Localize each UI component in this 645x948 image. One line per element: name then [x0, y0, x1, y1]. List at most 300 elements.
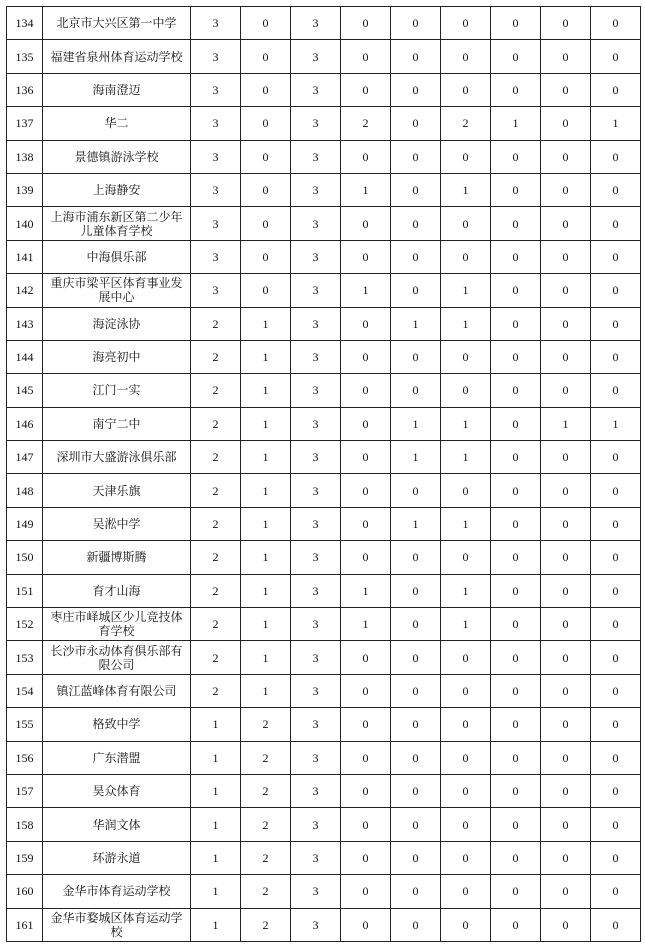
stat-cell: 1	[441, 173, 491, 206]
stat-cell: 3	[291, 374, 341, 407]
stat-cell: 0	[591, 841, 641, 874]
stat-cell: 0	[591, 340, 641, 373]
stat-cell: 0	[541, 73, 591, 106]
stat-cell: 0	[591, 307, 641, 340]
table-row	[7, 608, 641, 641]
table-row	[7, 507, 641, 540]
stat-cell: 0	[541, 541, 591, 574]
stat-cell: 0	[441, 674, 491, 707]
stat-cell: 2	[191, 441, 241, 474]
stat-cell: 0	[541, 173, 591, 206]
stat-cell: 0	[491, 774, 541, 807]
stat-cell: 0	[491, 407, 541, 440]
team-name: 环游永道	[43, 841, 191, 874]
table-row	[7, 140, 641, 173]
stat-cell: 0	[541, 875, 591, 908]
stat-cell: 0	[591, 708, 641, 741]
stat-cell: 3	[191, 240, 241, 273]
stat-cell: 0	[491, 73, 541, 106]
stat-cell: 0	[391, 140, 441, 173]
stat-cell: 0	[391, 608, 441, 641]
stat-cell: 1	[341, 173, 391, 206]
stat-cell: 0	[441, 908, 491, 941]
stat-cell: 1	[191, 774, 241, 807]
stat-cell: 0	[391, 774, 441, 807]
row-index: 137	[7, 107, 43, 140]
stat-cell: 0	[391, 574, 441, 607]
stat-cell: 0	[341, 741, 391, 774]
stat-cell: 0	[391, 73, 441, 106]
stat-cell: 3	[291, 841, 341, 874]
stat-cell: 3	[291, 875, 341, 908]
team-name: 上海静安	[43, 173, 191, 206]
stat-cell: 0	[541, 507, 591, 540]
team-name: 海淀泳协	[43, 307, 191, 340]
table-body	[7, 7, 641, 942]
stat-cell: 3	[291, 140, 341, 173]
stat-cell: 0	[341, 541, 391, 574]
stat-cell: 0	[591, 774, 641, 807]
stat-cell: 0	[441, 541, 491, 574]
team-name: 广东潜盟	[43, 741, 191, 774]
stat-cell: 0	[441, 40, 491, 73]
stat-cell: 1	[341, 608, 391, 641]
stat-cell: 1	[441, 574, 491, 607]
stat-cell: 0	[591, 173, 641, 206]
stat-cell: 2	[191, 608, 241, 641]
stat-cell: 0	[341, 674, 391, 707]
stat-cell: 0	[541, 40, 591, 73]
stat-cell: 0	[491, 741, 541, 774]
stat-cell: 0	[491, 574, 541, 607]
stat-cell: 0	[591, 908, 641, 941]
row-index: 155	[7, 708, 43, 741]
stat-cell: 0	[591, 274, 641, 307]
stat-cell: 0	[441, 708, 491, 741]
stat-cell: 0	[491, 240, 541, 273]
team-name: 新疆博斯腾	[43, 541, 191, 574]
stat-cell: 0	[591, 574, 641, 607]
stat-cell: 1	[441, 507, 491, 540]
stat-cell: 0	[441, 7, 491, 40]
team-name: 格致中学	[43, 708, 191, 741]
stat-cell: 0	[491, 307, 541, 340]
stat-cell: 1	[441, 407, 491, 440]
stat-cell: 0	[441, 741, 491, 774]
row-index: 143	[7, 307, 43, 340]
stat-cell: 0	[341, 875, 391, 908]
stat-cell: 0	[341, 7, 391, 40]
stat-cell: 3	[291, 73, 341, 106]
stat-cell: 3	[291, 173, 341, 206]
stat-cell: 2	[341, 107, 391, 140]
team-name: 长沙市永动体育俱乐部有限公司	[43, 641, 191, 674]
stat-cell: 0	[541, 908, 591, 941]
stat-cell: 1	[241, 641, 291, 674]
stat-cell: 1	[591, 407, 641, 440]
stat-cell: 1	[191, 741, 241, 774]
stat-cell: 1	[241, 340, 291, 373]
row-index: 146	[7, 407, 43, 440]
stat-cell: 3	[291, 774, 341, 807]
stat-cell: 2	[191, 474, 241, 507]
stat-cell: 0	[391, 173, 441, 206]
stat-cell: 0	[491, 340, 541, 373]
stat-cell: 3	[191, 7, 241, 40]
stat-cell: 0	[391, 340, 441, 373]
stat-cell: 3	[291, 107, 341, 140]
table-row	[7, 641, 641, 674]
row-index: 134	[7, 7, 43, 40]
stat-cell: 0	[341, 708, 391, 741]
stat-cell: 0	[591, 808, 641, 841]
team-name: 金华市婺城区体育运动学校	[43, 908, 191, 941]
row-index: 141	[7, 240, 43, 273]
table-row	[7, 708, 641, 741]
table-row	[7, 808, 641, 841]
row-index: 160	[7, 875, 43, 908]
stat-cell: 0	[491, 274, 541, 307]
stat-cell: 1	[341, 274, 391, 307]
stat-cell: 3	[291, 674, 341, 707]
stat-cell: 3	[191, 140, 241, 173]
stat-cell: 3	[291, 340, 341, 373]
stat-cell: 0	[541, 774, 591, 807]
table-row	[7, 240, 641, 273]
stat-cell: 0	[491, 441, 541, 474]
stat-cell: 2	[191, 374, 241, 407]
row-index: 144	[7, 340, 43, 373]
stat-cell: 2	[191, 407, 241, 440]
stat-cell: 0	[541, 841, 591, 874]
stat-cell: 3	[291, 407, 341, 440]
stat-cell: 0	[341, 140, 391, 173]
stat-cell: 3	[291, 207, 341, 240]
stat-cell: 0	[341, 441, 391, 474]
row-index: 152	[7, 608, 43, 641]
stat-cell: 0	[491, 474, 541, 507]
row-index: 147	[7, 441, 43, 474]
stat-cell: 0	[491, 507, 541, 540]
stat-cell: 1	[441, 441, 491, 474]
stat-cell: 3	[291, 507, 341, 540]
row-index: 149	[7, 507, 43, 540]
stat-cell: 0	[241, 274, 291, 307]
team-name: 天津乐旗	[43, 474, 191, 507]
stat-cell: 1	[491, 107, 541, 140]
stat-cell: 0	[341, 207, 391, 240]
stat-cell: 3	[291, 541, 341, 574]
stat-cell: 0	[541, 374, 591, 407]
stat-cell: 0	[441, 474, 491, 507]
stat-cell: 0	[341, 240, 391, 273]
stat-cell: 2	[191, 507, 241, 540]
stat-cell: 2	[241, 875, 291, 908]
stat-cell: 0	[591, 875, 641, 908]
stat-cell: 1	[241, 307, 291, 340]
stat-cell: 3	[191, 73, 241, 106]
stat-cell: 0	[541, 474, 591, 507]
row-index: 142	[7, 274, 43, 307]
stat-cell: 3	[291, 641, 341, 674]
stat-cell: 0	[341, 507, 391, 540]
stat-cell: 0	[491, 708, 541, 741]
stat-cell: 0	[541, 441, 591, 474]
stat-cell: 3	[291, 908, 341, 941]
stat-cell: 0	[391, 207, 441, 240]
stat-cell: 0	[491, 808, 541, 841]
team-name: 昊众体育	[43, 774, 191, 807]
team-name: 枣庄市峄城区少儿竞技体育学校	[43, 608, 191, 641]
stat-cell: 0	[541, 307, 591, 340]
stat-cell: 0	[591, 7, 641, 40]
stat-cell: 0	[391, 541, 441, 574]
stat-cell: 0	[391, 841, 441, 874]
stat-cell: 0	[441, 641, 491, 674]
stat-cell: 0	[491, 641, 541, 674]
team-name: 育才山海	[43, 574, 191, 607]
stat-cell: 0	[491, 875, 541, 908]
team-name: 深圳市大盛游泳俱乐部	[43, 441, 191, 474]
row-index: 153	[7, 641, 43, 674]
stat-cell: 0	[491, 173, 541, 206]
stat-cell: 2	[441, 107, 491, 140]
stat-cell: 2	[191, 340, 241, 373]
table-row	[7, 207, 641, 240]
stat-cell: 2	[191, 641, 241, 674]
stat-cell: 0	[491, 7, 541, 40]
stat-cell: 2	[241, 908, 291, 941]
stat-cell: 0	[341, 641, 391, 674]
stat-cell: 0	[541, 7, 591, 40]
table-row	[7, 908, 641, 941]
stat-cell: 0	[341, 774, 391, 807]
stat-cell: 0	[391, 674, 441, 707]
stat-cell: 1	[191, 708, 241, 741]
stat-cell: 0	[341, 908, 391, 941]
stat-cell: 0	[441, 808, 491, 841]
stat-cell: 0	[541, 808, 591, 841]
stat-cell: 3	[291, 307, 341, 340]
stat-cell: 0	[541, 140, 591, 173]
stat-cell: 0	[391, 40, 441, 73]
stat-cell: 0	[341, 40, 391, 73]
stat-cell: 0	[491, 674, 541, 707]
row-index: 140	[7, 207, 43, 240]
stat-cell: 0	[391, 7, 441, 40]
stat-cell: 0	[591, 240, 641, 273]
stat-cell: 2	[191, 541, 241, 574]
table-row	[7, 340, 641, 373]
stat-cell: 1	[241, 608, 291, 641]
row-index: 157	[7, 774, 43, 807]
stat-cell: 0	[341, 374, 391, 407]
team-name: 景德镇游泳学校	[43, 140, 191, 173]
stat-cell: 1	[441, 307, 491, 340]
stat-cell: 3	[191, 207, 241, 240]
stat-cell: 0	[241, 207, 291, 240]
stat-cell: 0	[241, 73, 291, 106]
table-row	[7, 374, 641, 407]
stat-cell: 0	[491, 841, 541, 874]
stat-cell: 3	[291, 7, 341, 40]
stat-cell: 0	[441, 340, 491, 373]
stat-cell: 3	[191, 274, 241, 307]
stat-cell: 0	[591, 441, 641, 474]
stat-cell: 0	[491, 608, 541, 641]
stat-cell: 2	[241, 774, 291, 807]
team-name: 华润文体	[43, 808, 191, 841]
stat-cell: 0	[591, 674, 641, 707]
stat-cell: 0	[541, 674, 591, 707]
stat-cell: 3	[191, 40, 241, 73]
table-row	[7, 541, 641, 574]
stat-cell: 3	[291, 474, 341, 507]
stat-cell: 3	[291, 708, 341, 741]
results-table	[6, 6, 641, 942]
row-index: 135	[7, 40, 43, 73]
table-row	[7, 274, 641, 307]
stat-cell: 2	[191, 574, 241, 607]
stat-cell: 2	[191, 674, 241, 707]
stat-cell: 0	[241, 7, 291, 40]
stat-cell: 0	[441, 240, 491, 273]
stat-cell: 1	[391, 307, 441, 340]
stat-cell: 1	[241, 541, 291, 574]
table-row	[7, 173, 641, 206]
stat-cell: 1	[191, 908, 241, 941]
stat-cell: 1	[441, 274, 491, 307]
table-row	[7, 674, 641, 707]
stat-cell: 2	[241, 808, 291, 841]
row-index: 138	[7, 140, 43, 173]
team-name: 福建省泉州体育运动学校	[43, 40, 191, 73]
stat-cell: 0	[391, 374, 441, 407]
stat-cell: 0	[241, 140, 291, 173]
stat-cell: 0	[591, 608, 641, 641]
table-row	[7, 7, 641, 40]
stat-cell: 3	[291, 574, 341, 607]
stat-cell: 0	[241, 240, 291, 273]
stat-cell: 1	[241, 507, 291, 540]
stat-cell: 0	[391, 908, 441, 941]
stat-cell: 1	[591, 107, 641, 140]
stat-cell: 1	[391, 441, 441, 474]
stat-cell: 0	[441, 207, 491, 240]
stat-cell: 3	[291, 40, 341, 73]
stat-cell: 0	[541, 741, 591, 774]
stat-cell: 1	[541, 407, 591, 440]
stat-cell: 0	[591, 207, 641, 240]
stat-cell: 3	[291, 608, 341, 641]
stat-cell: 0	[541, 107, 591, 140]
stat-cell: 0	[541, 340, 591, 373]
table-row	[7, 40, 641, 73]
stat-cell: 0	[341, 808, 391, 841]
stat-cell: 0	[341, 407, 391, 440]
stat-cell: 0	[541, 608, 591, 641]
stat-cell: 0	[441, 374, 491, 407]
stat-cell: 0	[441, 841, 491, 874]
stat-cell: 0	[541, 708, 591, 741]
team-name: 吴淞中学	[43, 507, 191, 540]
stat-cell: 1	[241, 407, 291, 440]
team-name: 金华市体育运动学校	[43, 875, 191, 908]
row-index: 145	[7, 374, 43, 407]
stat-cell: 0	[541, 641, 591, 674]
stat-cell: 0	[491, 541, 541, 574]
table-row	[7, 741, 641, 774]
stat-cell: 0	[591, 474, 641, 507]
stat-cell: 2	[191, 307, 241, 340]
stat-cell: 1	[191, 875, 241, 908]
table-row	[7, 875, 641, 908]
row-index: 154	[7, 674, 43, 707]
stat-cell: 2	[241, 841, 291, 874]
team-name: 海南澄迈	[43, 73, 191, 106]
stat-cell: 0	[441, 774, 491, 807]
stat-cell: 0	[591, 741, 641, 774]
table-row	[7, 441, 641, 474]
stat-cell: 1	[441, 608, 491, 641]
stat-cell: 0	[541, 274, 591, 307]
stat-cell: 3	[291, 441, 341, 474]
stat-cell: 3	[291, 741, 341, 774]
row-index: 148	[7, 474, 43, 507]
stat-cell: 0	[441, 140, 491, 173]
team-name: 镇江蓝峰体育有限公司	[43, 674, 191, 707]
stat-cell: 0	[491, 140, 541, 173]
stat-cell: 0	[391, 274, 441, 307]
stat-cell: 0	[591, 40, 641, 73]
stat-cell: 1	[241, 441, 291, 474]
stat-cell: 0	[491, 207, 541, 240]
stat-cell: 0	[391, 107, 441, 140]
stat-cell: 0	[341, 474, 391, 507]
stat-cell: 0	[491, 40, 541, 73]
table-row	[7, 774, 641, 807]
stat-cell: 0	[541, 574, 591, 607]
stat-cell: 1	[191, 808, 241, 841]
table-row	[7, 474, 641, 507]
stat-cell: 3	[291, 274, 341, 307]
stat-cell: 0	[541, 207, 591, 240]
stat-cell: 0	[591, 374, 641, 407]
row-index: 150	[7, 541, 43, 574]
table-row	[7, 307, 641, 340]
table-row	[7, 107, 641, 140]
table-row	[7, 841, 641, 874]
stat-cell: 0	[591, 73, 641, 106]
team-name: 北京市大兴区第一中学	[43, 7, 191, 40]
stat-cell: 0	[241, 107, 291, 140]
stat-cell: 0	[391, 240, 441, 273]
stat-cell: 1	[241, 474, 291, 507]
stat-cell: 0	[341, 340, 391, 373]
stat-cell: 1	[191, 841, 241, 874]
stat-cell: 0	[341, 73, 391, 106]
stat-cell: 0	[391, 641, 441, 674]
stat-cell: 3	[291, 240, 341, 273]
table-row	[7, 407, 641, 440]
stat-cell: 0	[491, 908, 541, 941]
row-index: 151	[7, 574, 43, 607]
row-index: 139	[7, 173, 43, 206]
stat-cell: 3	[191, 107, 241, 140]
stat-cell: 0	[391, 708, 441, 741]
stat-cell: 0	[591, 140, 641, 173]
team-name: 中海俱乐部	[43, 240, 191, 273]
